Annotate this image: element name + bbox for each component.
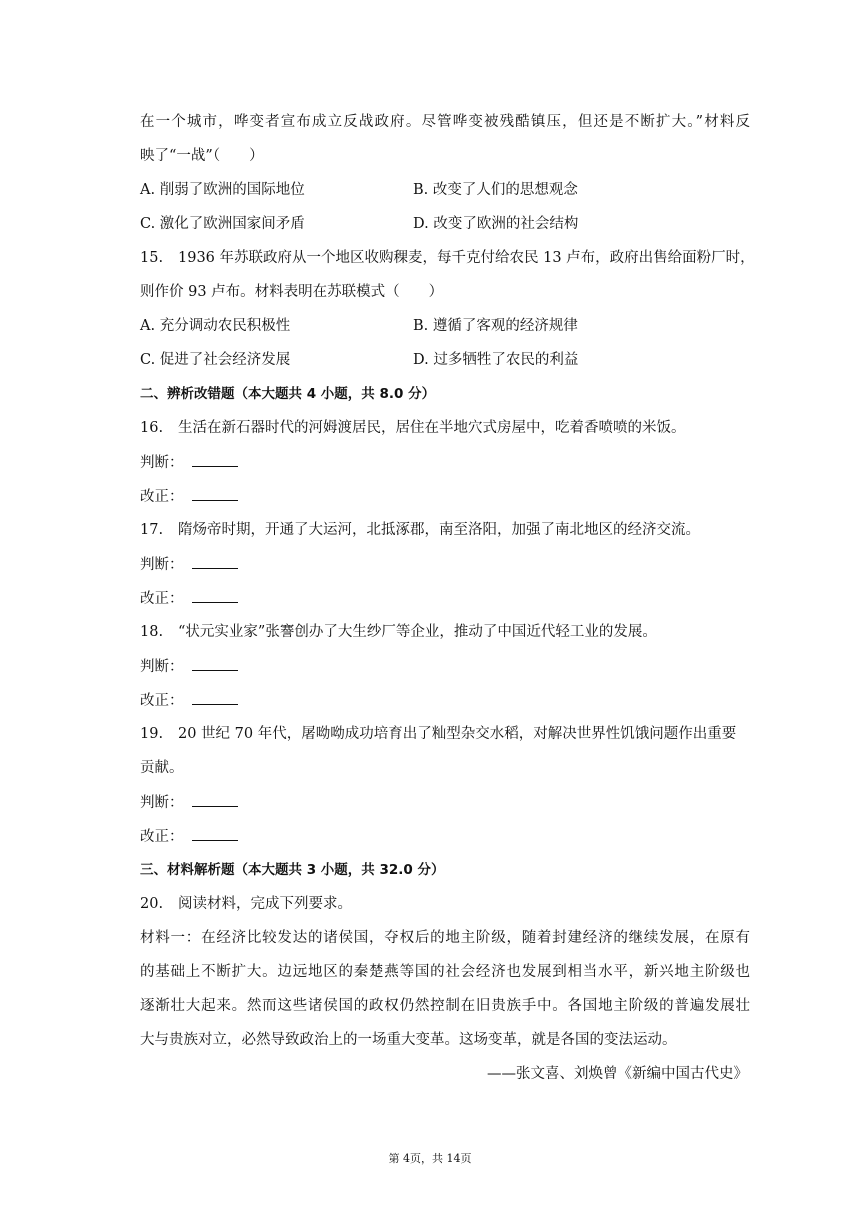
q14-option-a: A. 削弱了欧洲的国际地位 xyxy=(140,182,305,198)
q17-number: 17. xyxy=(140,522,164,538)
q20-number: 20. xyxy=(140,896,164,912)
judge-label: 判断： xyxy=(140,557,184,573)
q14-stem-line2: 映了“一战”（ ） xyxy=(140,148,264,164)
q17-judge-blank[interactable] xyxy=(192,554,238,569)
correct-label: 改正： xyxy=(140,489,184,505)
judge-label: 判断： xyxy=(140,659,184,675)
q19-number: 19. xyxy=(140,726,164,742)
q16-correct-blank[interactable] xyxy=(192,486,238,501)
judge-label: 判断： xyxy=(140,795,184,811)
correct-label: 改正： xyxy=(140,829,184,845)
q17-correct-blank[interactable] xyxy=(192,588,238,603)
q15-option-b: B. 遵循了客观的经济规律 xyxy=(413,318,578,334)
correct-label: 改正： xyxy=(140,591,184,607)
correct-label: 改正： xyxy=(140,693,184,709)
q17-correct-row xyxy=(140,588,238,609)
q17-judge-row xyxy=(140,554,238,575)
q15-text: 1936 年苏联政府从一个地区收购稞麦，每千克付给农民 13 卢布，政府出售给面粉厂时， xyxy=(178,250,755,266)
q18-number: 18. xyxy=(140,624,164,640)
q20-stem xyxy=(140,894,352,914)
q19-correct-row xyxy=(140,826,238,847)
q18-text: “状元实业家”张謇创办了大生纱厂等企业，推动了中国近代轻工业的发展。 xyxy=(178,624,657,640)
q18-judge-row xyxy=(140,656,238,677)
q16-number: 16. xyxy=(140,420,164,436)
q17-stem xyxy=(140,520,700,540)
q18-judge-blank[interactable] xyxy=(192,656,238,671)
q16-correct-row xyxy=(140,486,238,507)
q15-option-c: C. 促进了社会经济发展 xyxy=(140,352,291,368)
q18-correct-blank[interactable] xyxy=(192,690,238,705)
section-3-heading: 三、材料解析题（本大题共 3 小题，共 32.0 分） xyxy=(140,862,445,878)
q15-stem-line1 xyxy=(140,248,755,268)
page-footer: 第 4页，共 14页 xyxy=(388,1152,472,1165)
q19-stem-line1 xyxy=(140,724,750,744)
q15-option-a: A. 充分调动农民积极性 xyxy=(140,318,291,334)
judge-label: 判断： xyxy=(140,455,184,471)
material-1-line-1: 材料一：在经济比较发达的诸侯国，夺权后的地主阶级，随着封建经济的继续发展，在原有 xyxy=(140,930,750,946)
q17-text: 隋炀帝时期，开通了大运河，北抵涿郡，南至洛阳，加强了南北地区的经济交流。 xyxy=(178,522,700,538)
q19-judge-blank[interactable] xyxy=(192,792,238,807)
q15-number: 15. xyxy=(140,250,164,266)
q15-stem-line2: 则作价 93 卢布。材料表明在苏联模式（ ） xyxy=(140,284,444,300)
q19-stem-line2: 贡献。 xyxy=(140,760,184,776)
q16-judge-blank[interactable] xyxy=(192,452,238,467)
q19-judge-row xyxy=(140,792,238,813)
q19-text: 20 世纪 70 年代，屠呦呦成功培育出了籼型杂交水稻，对解决世界性饥饿问题作出重要 xyxy=(178,726,737,742)
q16-stem xyxy=(140,418,686,438)
q19-correct-blank[interactable] xyxy=(192,826,238,841)
material-1-source: ——张文喜、刘焕曾《新编中国古代史》 xyxy=(487,1066,748,1082)
q18-correct-row xyxy=(140,690,238,711)
q14-option-d: D. 改变了欧洲的社会结构 xyxy=(413,216,579,232)
material-1-line-3: 逐渐壮大起来。然而这些诸侯国的政权仍然控制在旧贵族手中。各国地主阶级的普遍发展壮 xyxy=(140,998,750,1014)
section-2-heading: 二、辨析改错题（本大题共 4 小题，共 8.0 分） xyxy=(140,386,436,402)
q15-option-d: D. 过多牺牲了农民的利益 xyxy=(413,352,579,368)
q14-stem-line1: 在一个城市，哗变者宣布成立反战政府。尽管哗变被残酷镇压，但还是不断扩大。”材料反 xyxy=(140,114,750,130)
material-1-line-2: 的基础上不断扩大。边远地区的秦楚燕等国的社会经济也发展到相当水平，新兴地主阶级也 xyxy=(140,964,750,980)
q16-text: 生活在新石器时代的河姆渡居民，居住在半地穴式房屋中，吃着香喷喷的米饭。 xyxy=(178,420,686,436)
q20-text: 阅读材料，完成下列要求。 xyxy=(178,896,352,912)
q16-judge-row xyxy=(140,452,238,473)
q14-option-b: B. 改变了人们的思想观念 xyxy=(413,182,578,198)
material-1-line-4: 大与贵族对立，必然导致政治上的一场重大变革。这场变革，就是各国的变法运动。 xyxy=(140,1032,677,1048)
q18-stem xyxy=(140,622,657,642)
q14-option-c: C. 激化了欧洲国家间矛盾 xyxy=(140,216,305,232)
